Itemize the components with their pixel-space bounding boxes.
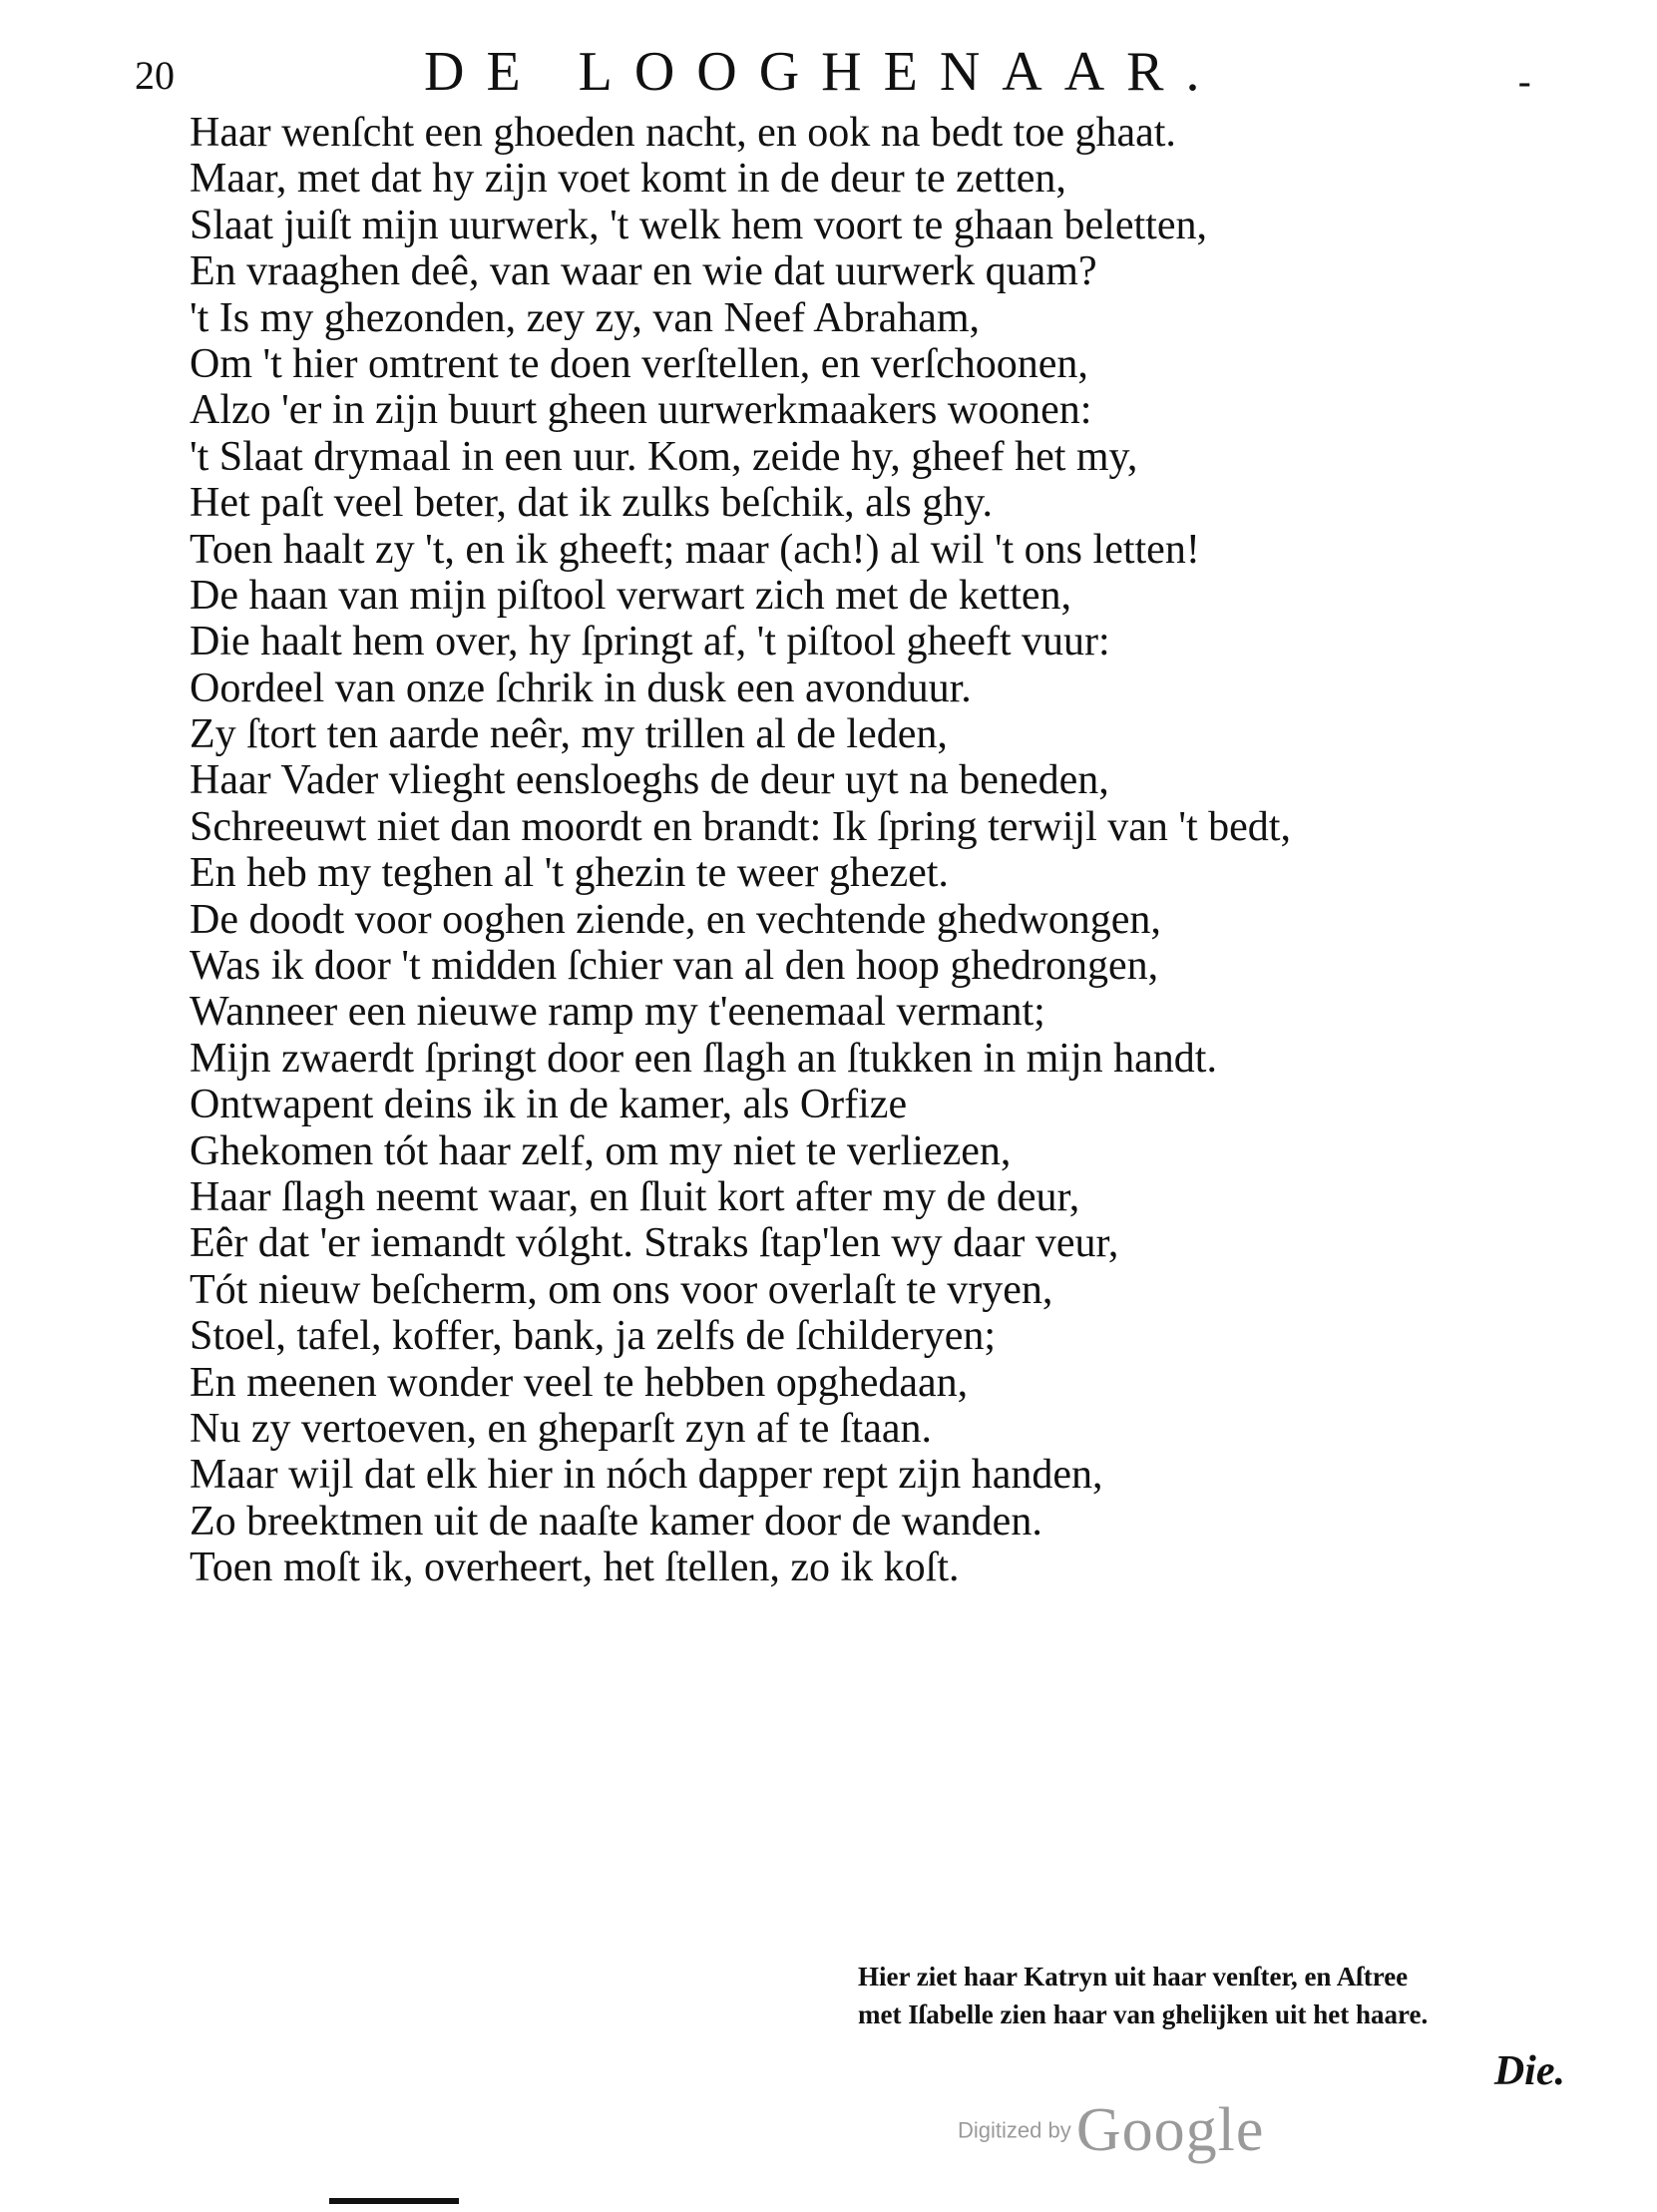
stage-direction-line: Hier ziet haar Katryn uit haar venſter, en Aſtree (858, 1962, 1409, 1991)
verse-line: Eêr dat 'er iemandt vólght. Straks ſtap'len wy daar veur, (190, 1220, 1119, 1267)
verse-line: Alzo 'er in zijn buurt gheen uurwerkmaakers woonen: (190, 387, 1092, 434)
verse-line: Toen moſt ik, overheert, het ſtellen, zo ik koſt. (190, 1545, 960, 1591)
google-logo: Google (1075, 2096, 1265, 2164)
page-header (135, 40, 1531, 110)
verse-line: Oordeel van onze ſchrik in dusk een avonduur. (190, 664, 972, 711)
verse-line: Het paſt veel beter, dat ik zulks beſchik, als ghy. (190, 480, 994, 527)
verse-line: Mijn zwaerdt ſpringt door een ſlagh an ſtukken in mijn handt. (190, 1035, 1217, 1082)
page-number: 20 (135, 53, 175, 98)
verse-line: Ghekomen tót haar zelf, om my niet te verliezen, (190, 1127, 1012, 1174)
verse-line: Schreeuwt niet dan moordt en brandt: Ik ſpring terwijl van 't bedt, (190, 803, 1291, 850)
stage-direction (858, 1958, 1576, 2033)
verse-line: Wanneer een nieuwe ramp my t'eenemaal vermant; (190, 989, 1045, 1036)
verse-line: Zy ſtort ten aarde neêr, my trillen al de leden, (190, 711, 948, 758)
catchword: Die. (1493, 2048, 1565, 2094)
verse-line: De doodt voor ooghen ziende, en vechtende ghedwongen, (190, 896, 1161, 943)
verse-line: 't Slaat drymaal in een uur. Kom, zeide hy, gheef het my, (190, 433, 1138, 480)
verse-line: Ontwapent deins ik in de kamer, als Orfize (190, 1082, 908, 1128)
verse-line: En meenen wonder veel te hebben opghedaan, (190, 1359, 969, 1406)
verse-line: Slaat juiſt mijn uurwerk, 't welk hem voort te ghaan beletten, (190, 202, 1207, 248)
header-dash: - (1517, 60, 1531, 106)
verse-text (190, 110, 1606, 1591)
verse-line: Haar ſlagh neemt waar, en ſluit kort after my de deur, (190, 1173, 1080, 1220)
verse-line: En heb my teghen al 't ghezin te weer ghezet. (190, 850, 949, 897)
verse-line: Maar, met dat hy zijn voet komt in de deur te zetten, (190, 156, 1066, 203)
verse-line: Tót nieuw beſcherm, om ons voor overlaſt te vryen, (190, 1266, 1053, 1313)
verse-line: Haar wenſcht een ghoeden nacht, en ook na bedt toe ghaat. (190, 110, 1176, 156)
verse-line: 't Is my ghezonden, zey zy, van Neef Abraham, (190, 294, 981, 341)
verse-line: Die haalt hem over, hy ſpringt af, 't piſtool gheeft vuur: (190, 619, 1110, 665)
verse-line: Om 't hier omtrent te doen verſtellen, en verſchoonen, (190, 340, 1088, 387)
verse-line: En vraaghen deê, van waar en wie dat uurwerk quam? (190, 248, 1097, 295)
verse-line: De haan van mijn piſtool verwart zich met de ketten, (190, 572, 1072, 619)
bottom-rule (329, 2198, 459, 2204)
verse-line: Stoel, tafel, koffer, bank, ja zelfs de ſchilderyen; (190, 1313, 997, 1360)
digitized-watermark (958, 2095, 1264, 2166)
verse-line: Nu zy vertoeven, en gheparſt zyn af te ſtaan. (190, 1405, 933, 1452)
watermark-prefix: Digitized by (958, 2117, 1071, 2143)
stage-direction-line: met Iſabelle zien haar van ghelijken uit het haare. (858, 1999, 1429, 2029)
verse-line: Haar Vader vlieght eensloeghs de deur uyt na beneden, (190, 757, 1109, 804)
running-title: DE LOOGHENAAR. (424, 41, 1222, 103)
verse-line: Maar wijl dat elk hier in nóch dapper rept zijn handen, (190, 1452, 1103, 1499)
verse-line: Was ik door 't midden ſchier van al den hoop ghedrongen, (190, 943, 1159, 990)
verse-line: Toen haalt zy 't, en ik gheeft; maar (ach!) al wil 't ons letten! (190, 526, 1200, 573)
verse-line: Zo breektmen uit de naaſte kamer door de wanden. (190, 1498, 1042, 1545)
